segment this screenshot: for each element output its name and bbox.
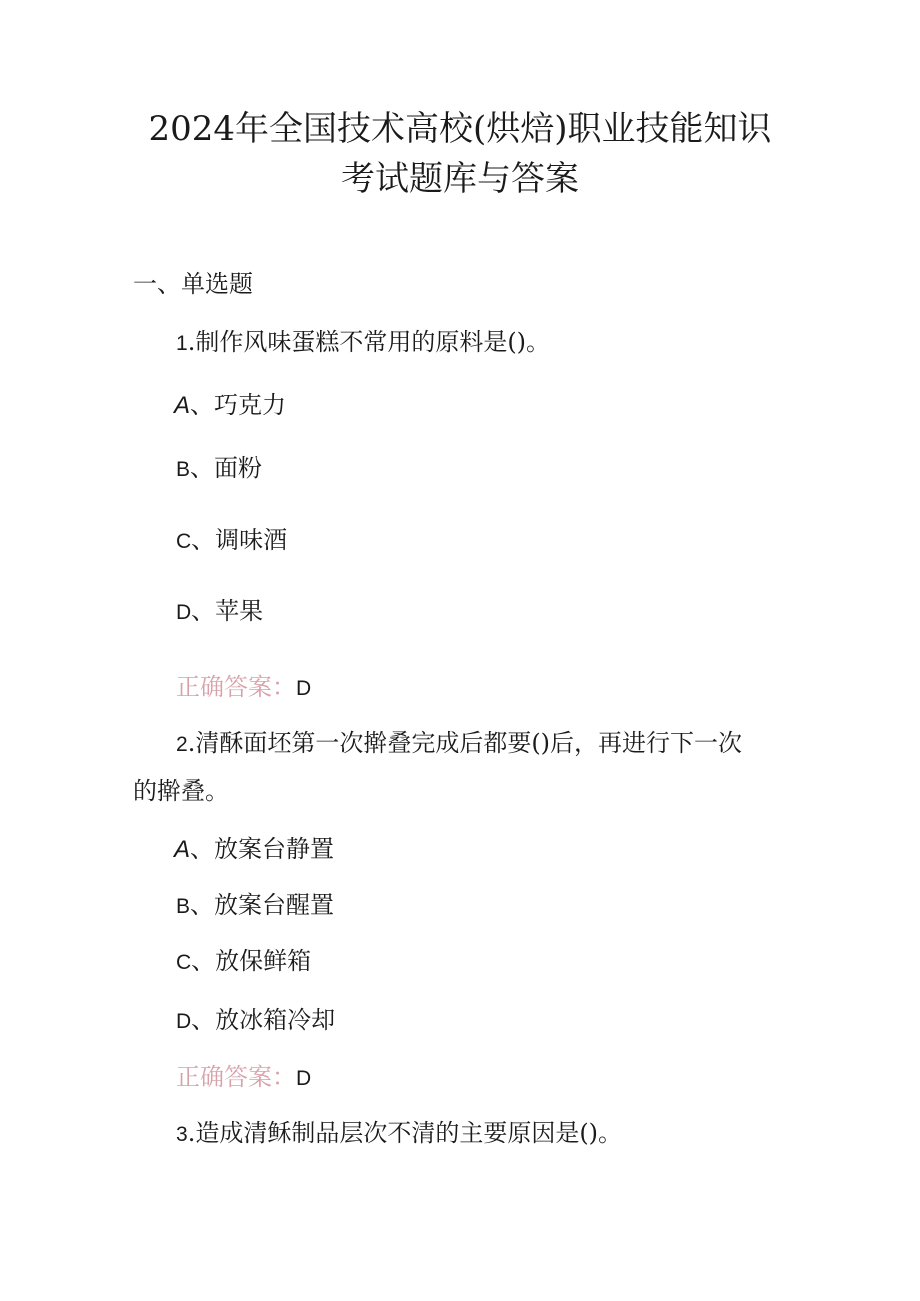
- option-letter: A: [174, 836, 191, 863]
- answer-value: D: [296, 1067, 312, 1090]
- question-3: [176, 1116, 622, 1152]
- question-2-continuation: 的擀叠。: [133, 777, 229, 805]
- answer-value: D: [296, 677, 312, 700]
- document-title: [0, 104, 920, 204]
- answer-label: 正确答案：: [176, 673, 296, 701]
- option-separator: 、: [190, 891, 215, 919]
- option-separator: 、: [190, 835, 215, 863]
- option-text: 苹果: [215, 597, 264, 625]
- question-2-option-a: [174, 832, 334, 867]
- option-text: 放案台醒置: [214, 891, 335, 919]
- question-2-option-b: [176, 888, 334, 924]
- option-text: 放案台静置: [214, 835, 335, 863]
- question-2: [176, 726, 742, 762]
- question-number: 2: [176, 733, 188, 756]
- question-1-option-a: [174, 388, 286, 423]
- option-letter: C: [176, 951, 192, 974]
- question-1-answer: [176, 670, 311, 706]
- question-number: 3: [176, 1123, 188, 1146]
- option-letter: B: [176, 458, 191, 481]
- option-separator: 、: [191, 597, 216, 625]
- option-text: 调味酒: [215, 526, 288, 554]
- question-2-answer: [176, 1060, 311, 1096]
- option-separator: 、: [190, 454, 215, 482]
- option-separator: 、: [191, 1006, 216, 1034]
- option-text: 放保鲜箱: [215, 947, 312, 975]
- option-letter: B: [176, 895, 191, 918]
- question-text: .制作风味蛋糕不常用的原料是()。: [187, 328, 551, 356]
- question-text: .清酥面坯第一次擀叠完成后都要()后，再进行下一次: [187, 729, 743, 757]
- option-text: 面粉: [214, 454, 263, 482]
- question-2-option-d: [176, 1003, 335, 1039]
- question-1-option-d: [176, 594, 263, 630]
- title-line-1: 2024年全国技术高校(烘焙)职业技能知识: [148, 109, 772, 149]
- question-1-option-c: [176, 523, 287, 559]
- option-separator: 、: [191, 947, 216, 975]
- option-letter: D: [176, 601, 192, 624]
- question-text: .造成清稣制品层次不清的主要原因是()。: [187, 1119, 623, 1147]
- question-2-option-c: [176, 944, 311, 980]
- option-letter: D: [176, 1010, 192, 1033]
- option-letter: A: [174, 392, 191, 419]
- section-heading: 一、单选题: [133, 270, 253, 298]
- question-number: 1: [176, 332, 188, 355]
- option-separator: 、: [191, 526, 216, 554]
- question-1: [176, 325, 550, 361]
- question-1-option-b: [176, 451, 262, 487]
- option-letter: C: [176, 530, 192, 553]
- option-separator: 、: [190, 391, 215, 419]
- option-text: 巧克力: [214, 391, 287, 419]
- answer-label: 正确答案：: [176, 1063, 296, 1091]
- title-line-2: 考试题库与答案: [341, 159, 579, 199]
- option-text: 放冰箱冷却: [215, 1006, 336, 1034]
